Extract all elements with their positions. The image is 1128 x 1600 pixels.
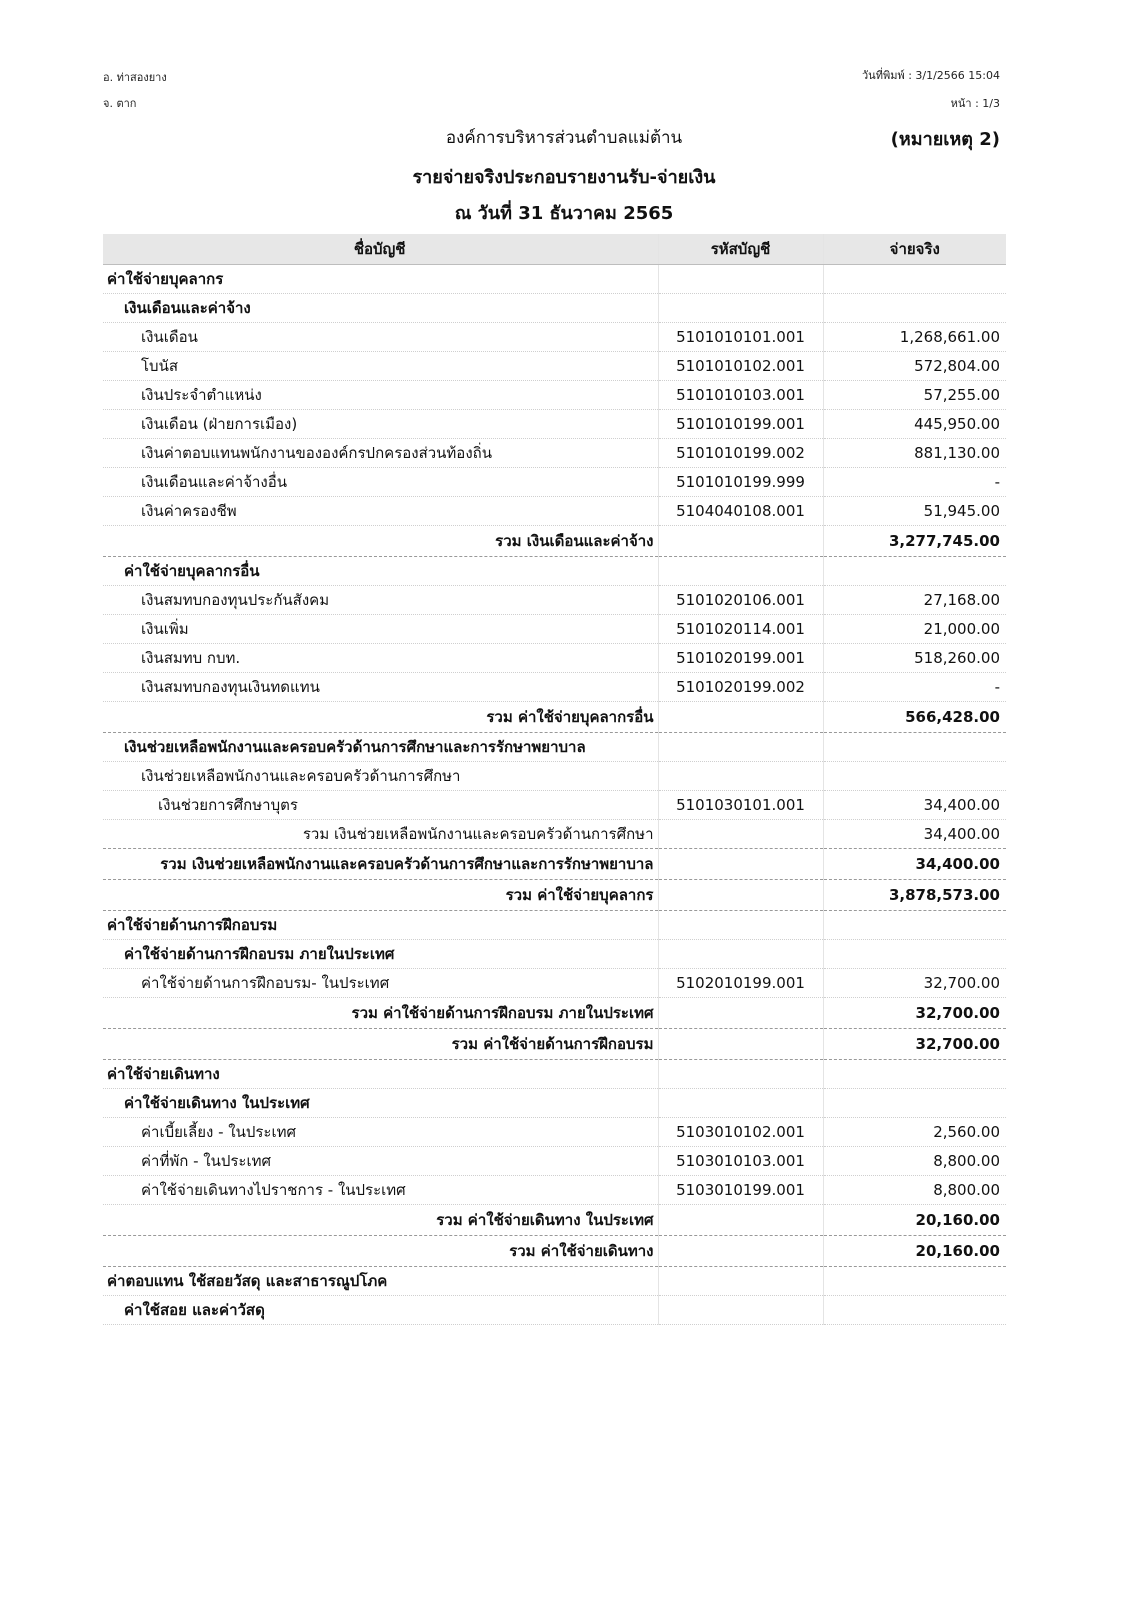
table-row	[103, 673, 1006, 702]
actual-amount-cell: 27,168.00	[823, 586, 1006, 615]
actual-amount-cell: 57,255.00	[823, 381, 1006, 410]
account-code-cell: 5101010199.999	[658, 468, 823, 497]
account-name-cell: ค่าใช้จ่ายเดินทาง ในประเทศ	[103, 1089, 658, 1118]
district-label: อ. ท่าสองยาง	[103, 71, 167, 84]
account-name-cell: รวม ค่าใช้จ่ายบุคลากรอื่น	[103, 702, 658, 733]
actual-amount-cell: 518,260.00	[823, 644, 1006, 673]
table-row	[103, 1060, 1006, 1089]
account-name-cell: เงินช่วยเหลือพนักงานและครอบครัวด้านการศึกษาและการรักษาพยาบาล	[103, 733, 658, 762]
account-name-cell: เงินเดือนและค่าจ้าง	[103, 294, 658, 323]
account-code-cell: 5103010103.001	[658, 1147, 823, 1176]
account-name-cell: รวม เงินช่วยเหลือพนักงานและครอบครัวด้านการศึกษา	[103, 820, 658, 849]
account-code-cell	[658, 911, 823, 940]
page-number: หน้า : 1/3	[950, 97, 1000, 110]
actual-amount-cell: 21,000.00	[823, 615, 1006, 644]
account-code-cell: 5101020106.001	[658, 586, 823, 615]
account-code-cell	[658, 702, 823, 733]
column-header-account-name: ชื่อบัญชี	[103, 234, 658, 265]
table-row	[103, 733, 1006, 762]
account-code-cell: 5101030101.001	[658, 791, 823, 820]
account-name-cell: ค่าที่พัก - ในประเทศ	[103, 1147, 658, 1176]
table-row	[103, 644, 1006, 673]
account-code-cell	[658, 557, 823, 586]
table-row	[103, 849, 1006, 880]
note-label: (หมายเหตุ 2)	[890, 129, 1000, 150]
table-row	[103, 940, 1006, 969]
account-name-cell: รวม ค่าใช้จ่ายเดินทาง ในประเทศ	[103, 1205, 658, 1236]
account-name-cell: เงินช่วยเหลือพนักงานและครอบครัวด้านการศึกษา	[103, 762, 658, 791]
account-name-cell: เงินค่าครองชีพ	[103, 497, 658, 526]
table-row	[103, 439, 1006, 468]
table-row	[103, 265, 1006, 294]
account-code-cell	[658, 1029, 823, 1060]
table-row	[103, 1089, 1006, 1118]
table-row	[103, 468, 1006, 497]
actual-amount-cell: 572,804.00	[823, 352, 1006, 381]
account-code-cell: 5102010199.001	[658, 969, 823, 998]
column-header-account-code: รหัสบัญชี	[658, 234, 823, 265]
actual-amount-cell	[823, 294, 1006, 323]
account-name-cell: รวม เงินช่วยเหลือพนักงานและครอบครัวด้านการศึกษาและการรักษาพยาบาล	[103, 849, 658, 880]
actual-amount-cell	[823, 557, 1006, 586]
table-row	[103, 1205, 1006, 1236]
table-row	[103, 1296, 1006, 1325]
account-name-cell: เงินเดือน (ฝ่ายการเมือง)	[103, 410, 658, 439]
print-date: วันที่พิมพ์ : 3/1/2566 15:04	[862, 69, 1000, 82]
actual-amount-cell: 32,700.00	[823, 998, 1006, 1029]
actual-amount-cell: -	[823, 673, 1006, 702]
table-row	[103, 352, 1006, 381]
account-code-cell: 5104040108.001	[658, 497, 823, 526]
table-row	[103, 1176, 1006, 1205]
account-name-cell: รวม ค่าใช้จ่ายบุคลากร	[103, 880, 658, 911]
account-name-cell: ค่าใช้จ่ายบุคลากรอื่น	[103, 557, 658, 586]
table-row	[103, 1029, 1006, 1060]
actual-amount-cell: 20,160.00	[823, 1205, 1006, 1236]
table-row	[103, 381, 1006, 410]
actual-amount-cell: 3,277,745.00	[823, 526, 1006, 557]
account-name-cell: รวม ค่าใช้จ่ายเดินทาง	[103, 1236, 658, 1267]
account-code-cell: 5101010101.001	[658, 323, 823, 352]
table-row	[103, 1267, 1006, 1296]
account-name-cell: ค่าใช้จ่ายด้านการฝึกอบรม- ในประเทศ	[103, 969, 658, 998]
account-code-cell: 5103010102.001	[658, 1118, 823, 1147]
report-title: รายจ่ายจริงประกอบรายงานรับ-จ่ายเงิน	[412, 167, 716, 188]
account-name-cell: เงินสมทบกองทุนเงินทดแทน	[103, 673, 658, 702]
table-row	[103, 1236, 1006, 1267]
table-row	[103, 880, 1006, 911]
account-name-cell: ค่าตอบแทน ใช้สอยวัสดุ และสาธารณูปโภค	[103, 1267, 658, 1296]
table-row	[103, 791, 1006, 820]
account-code-cell	[658, 820, 823, 849]
account-name-cell: เงินเดือน	[103, 323, 658, 352]
account-name-cell: เงินประจำตำแหน่ง	[103, 381, 658, 410]
table-row	[103, 1147, 1006, 1176]
account-code-cell	[658, 940, 823, 969]
account-code-cell: 5103010199.001	[658, 1176, 823, 1205]
table-row	[103, 762, 1006, 791]
table-row	[103, 998, 1006, 1029]
account-code-cell: 5101010199.002	[658, 439, 823, 468]
account-code-cell	[658, 1267, 823, 1296]
actual-amount-cell	[823, 265, 1006, 294]
actual-amount-cell	[823, 940, 1006, 969]
actual-amount-cell: 34,400.00	[823, 849, 1006, 880]
account-code-cell: 5101020199.001	[658, 644, 823, 673]
expense-table	[103, 234, 1006, 1325]
actual-amount-cell: 2,560.00	[823, 1118, 1006, 1147]
table-header-row	[103, 234, 1006, 265]
org-name: องค์การบริหารส่วนตำบลแม่ต้าน	[445, 128, 683, 148]
actual-amount-cell: 3,878,573.00	[823, 880, 1006, 911]
column-header-actual: จ่ายจริง	[823, 234, 1006, 265]
table-row	[103, 323, 1006, 352]
actual-amount-cell: 32,700.00	[823, 969, 1006, 998]
actual-amount-cell: 34,400.00	[823, 820, 1006, 849]
actual-amount-cell: 34,400.00	[823, 791, 1006, 820]
account-code-cell	[658, 1205, 823, 1236]
actual-amount-cell	[823, 1267, 1006, 1296]
account-code-cell	[658, 998, 823, 1029]
actual-amount-cell: 566,428.00	[823, 702, 1006, 733]
actual-amount-cell: 8,800.00	[823, 1176, 1006, 1205]
account-code-cell	[658, 294, 823, 323]
actual-amount-cell	[823, 1060, 1006, 1089]
account-name-cell: เงินเดือนและค่าจ้างอื่น	[103, 468, 658, 497]
account-name-cell: เงินสมทบ กบท.	[103, 644, 658, 673]
actual-amount-cell	[823, 1089, 1006, 1118]
actual-amount-cell	[823, 733, 1006, 762]
actual-amount-cell: -	[823, 468, 1006, 497]
account-code-cell: 5101010102.001	[658, 352, 823, 381]
account-code-cell	[658, 1236, 823, 1267]
actual-amount-cell: 51,945.00	[823, 497, 1006, 526]
account-code-cell: 5101010103.001	[658, 381, 823, 410]
province-label: จ. ตาก	[103, 97, 137, 110]
actual-amount-cell	[823, 762, 1006, 791]
account-name-cell: ค่าใช้สอย และค่าวัสดุ	[103, 1296, 658, 1325]
account-name-cell: ค่าใช้จ่ายบุคลากร	[103, 265, 658, 294]
actual-amount-cell: 8,800.00	[823, 1147, 1006, 1176]
table-row	[103, 497, 1006, 526]
account-name-cell: ค่าใช้จ่ายเดินทางไปราชการ - ในประเทศ	[103, 1176, 658, 1205]
actual-amount-cell: 32,700.00	[823, 1029, 1006, 1060]
actual-amount-cell	[823, 911, 1006, 940]
account-name-cell: เงินค่าตอบแทนพนักงานขององค์กรปกครองส่วนท้องถิ่น	[103, 439, 658, 468]
account-code-cell	[658, 849, 823, 880]
table-row	[103, 586, 1006, 615]
account-code-cell: 5101020114.001	[658, 615, 823, 644]
account-name-cell: เงินสมทบกองทุนประกันสังคม	[103, 586, 658, 615]
account-code-cell	[658, 880, 823, 911]
account-code-cell	[658, 1060, 823, 1089]
account-name-cell: ค่าใช้จ่ายด้านการฝึกอบรม	[103, 911, 658, 940]
actual-amount-cell	[823, 1296, 1006, 1325]
account-code-cell	[658, 733, 823, 762]
account-name-cell: โบนัส	[103, 352, 658, 381]
actual-amount-cell: 1,268,661.00	[823, 323, 1006, 352]
account-code-cell	[658, 265, 823, 294]
account-name-cell: ค่าใช้จ่ายเดินทาง	[103, 1060, 658, 1089]
table-row	[103, 702, 1006, 733]
account-code-cell	[658, 762, 823, 791]
table-row	[103, 410, 1006, 439]
actual-amount-cell: 20,160.00	[823, 1236, 1006, 1267]
account-name-cell: ค่าเบี้ยเลี้ยง - ในประเทศ	[103, 1118, 658, 1147]
table-row	[103, 615, 1006, 644]
account-name-cell: เงินช่วยการศึกษาบุตร	[103, 791, 658, 820]
account-name-cell: รวม เงินเดือนและค่าจ้าง	[103, 526, 658, 557]
actual-amount-cell: 881,130.00	[823, 439, 1006, 468]
account-code-cell: 5101020199.002	[658, 673, 823, 702]
report-date: ณ วันที่ 31 ธันวาคม 2565	[454, 203, 674, 224]
table-row	[103, 557, 1006, 586]
actual-amount-cell: 445,950.00	[823, 410, 1006, 439]
account-name-cell: เงินเพิ่ม	[103, 615, 658, 644]
account-name-cell: รวม ค่าใช้จ่ายด้านการฝึกอบรม	[103, 1029, 658, 1060]
account-code-cell	[658, 1296, 823, 1325]
table-row	[103, 911, 1006, 940]
table-row	[103, 1118, 1006, 1147]
table-row	[103, 526, 1006, 557]
account-code-cell: 5101010199.001	[658, 410, 823, 439]
table-row	[103, 820, 1006, 849]
account-name-cell: ค่าใช้จ่ายด้านการฝึกอบรม ภายในประเทศ	[103, 940, 658, 969]
table-row	[103, 969, 1006, 998]
account-name-cell: รวม ค่าใช้จ่ายด้านการฝึกอบรม ภายในประเทศ	[103, 998, 658, 1029]
table-row	[103, 294, 1006, 323]
account-code-cell	[658, 526, 823, 557]
account-code-cell	[658, 1089, 823, 1118]
